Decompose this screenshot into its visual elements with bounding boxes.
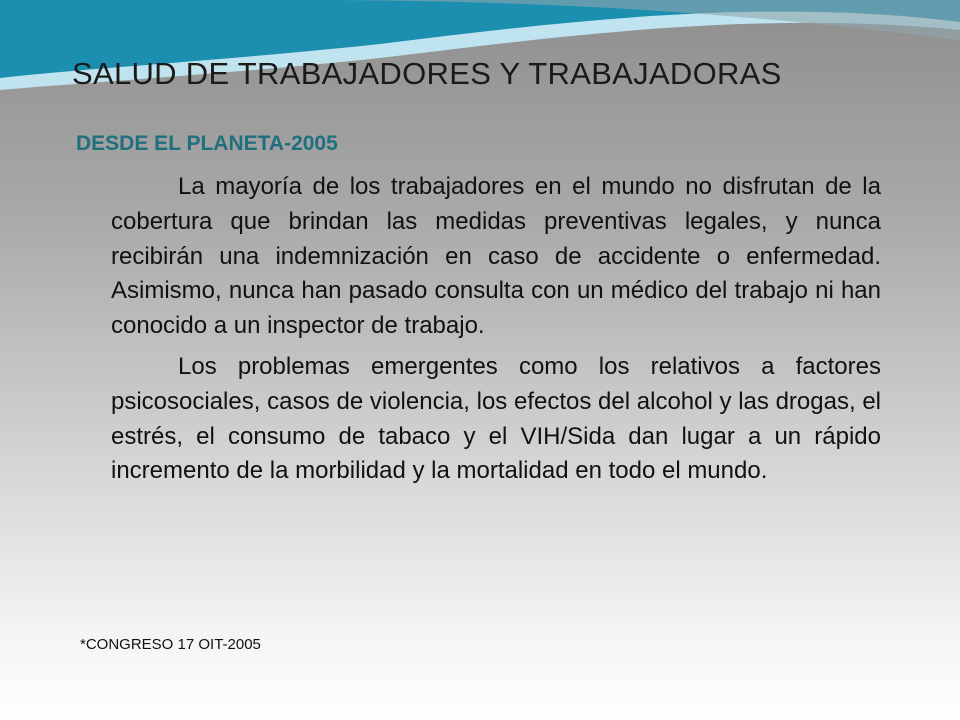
paragraph-1: La mayoría de los trabajadores en el mundo no disfrutan de la cobertura que brindan las medidas preventivas legales, y nunca recibirán una indemnización en caso de accidente o enfermedad. Asimismo, nunca han pasado consulta con un médico del trabajo ni han conocido a un inspector de trabajo. [111, 173, 881, 340]
slide-body [111, 170, 881, 489]
slide-subtitle: DESDE EL PLANETA-2005 [76, 132, 338, 155]
footnote-source: *CONGRESO 17 OIT-2005 [80, 636, 261, 653]
paragraph-2: Los problemas emergentes como los relativos a factores psicosociales, casos de violencia, los efectos del alcohol y las drogas, el estrés, el consumo de tabaco y el VIH/Sida dan lugar a un rápido incremento de la morbilidad y la mortalidad en todo el mundo. [111, 352, 881, 485]
slide-title: SALUD DE TRABAJADORES Y TRABAJADORAS [72, 56, 782, 91]
